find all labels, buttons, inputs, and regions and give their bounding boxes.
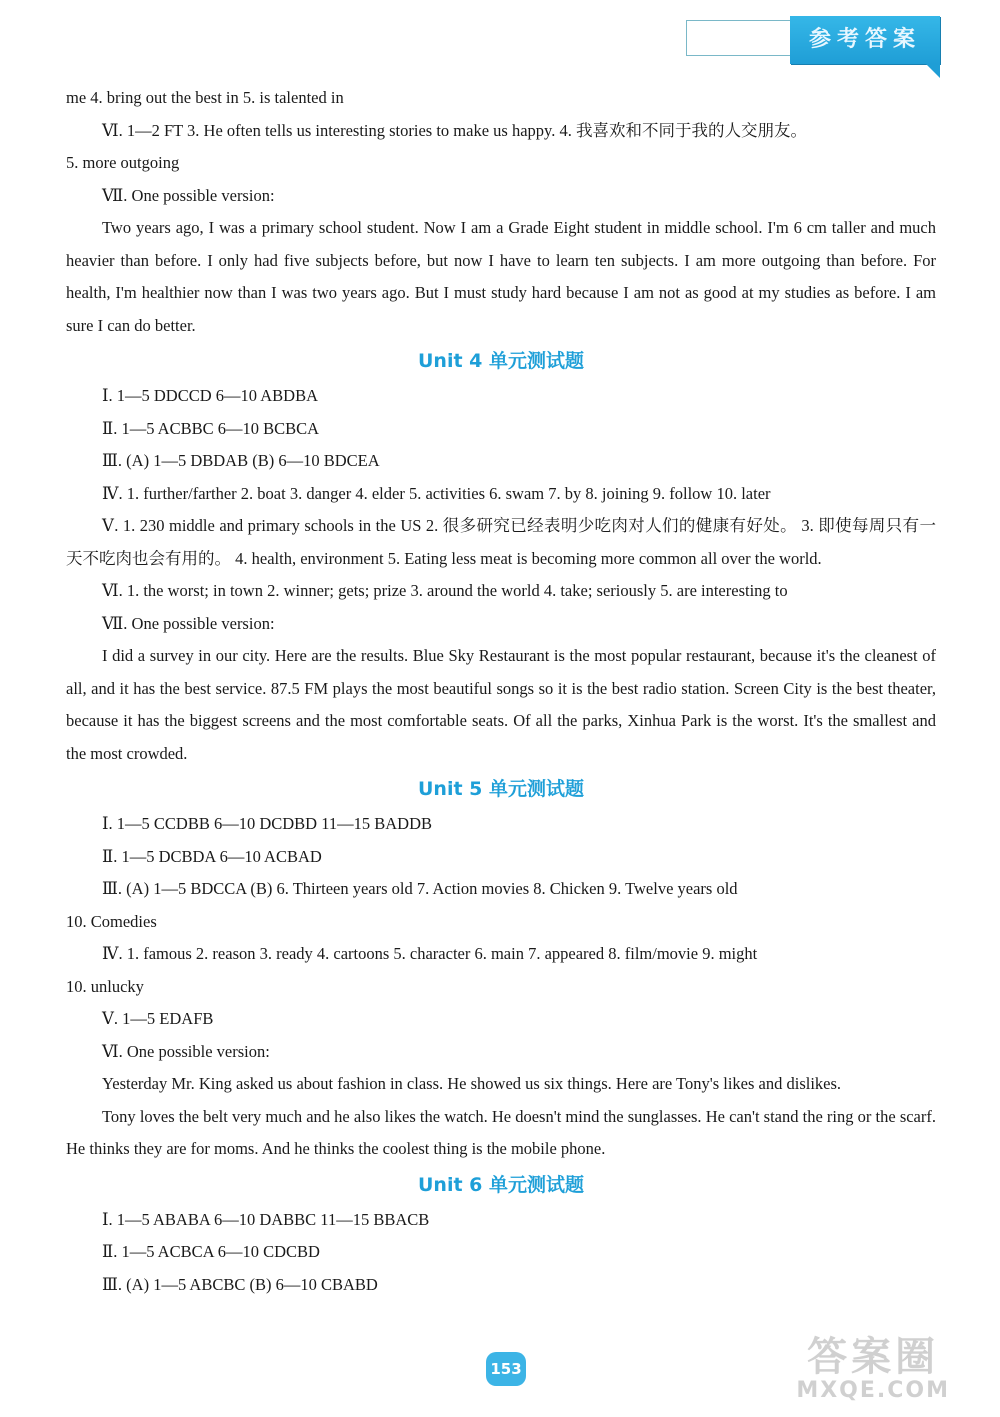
watermark-logo xyxy=(796,1335,950,1403)
answer-line: Ⅱ. 1—5 DCBDA 6—10 ACBAD xyxy=(102,846,322,866)
answer-paragraph: I did a survey in our city. Here are the results. Blue Sky Restaurant is the most popular restaurant, because it's the cleanest of all, and it has the best service. 87.5 FM plays the most beautiful songs so it is the best radio station. Screen City is the best theater, because it has the biggest screens and the most comfortable seats. Of all the parks, Xinhua Park is the worst. It's the smallest and the most crowded. xyxy=(66,646,936,763)
header-tab xyxy=(686,16,940,64)
answer-line: me 4. bring out the best in 5. is talented in xyxy=(66,88,344,107)
header-label: 参考答案 xyxy=(790,16,940,64)
answer-line: 10. Comedies xyxy=(66,911,157,931)
answer-line: Ⅰ. 1—5 CCDBB 6—10 DCDBD 11—15 BADDB xyxy=(102,814,432,833)
answer-paragraph: Ⅴ. 1. 230 middle and primary schools in the US 2. 很多研究已经表明少吃肉对人们的健康有好处。 3. 即使每周只有一天不吃肉也会有用的。 4. health, environment 5. Eating less meat is becoming more common all over the world. xyxy=(66,516,936,568)
answer-line: Ⅶ. One possible version: xyxy=(102,185,275,205)
answer-line: Ⅶ. One possible version: xyxy=(102,613,275,633)
answer-line: 5. more outgoing xyxy=(66,153,180,172)
answer-paragraph: Two years ago, I was a primary school student. Now I am a Grade Eight student in middle school. I'm 6 cm taller and much heavier than before. I only had five subjects before, but now I have to learn ten subjects. I am more outgoing than before. For health, I'm healthier now than I was two years ago. But I must study hard because I am not as good at my studies as before. I am sure I can do better. xyxy=(66,218,936,335)
watermark-main: 答案圈 xyxy=(807,1334,940,1380)
unit-title: Unit 6 单元测试题 xyxy=(418,1173,584,1196)
answer-line: Ⅱ. 1—5 ACBCA 6—10 CDCBD xyxy=(102,1242,320,1261)
answer-content xyxy=(66,82,936,1301)
answer-line: Ⅲ. (A) 1—5 BDCCA (B) 6. Thirteen years old 7. Action movies 8. Chicken 9. Twelve years old xyxy=(102,879,738,898)
answer-line: Ⅲ. (A) 1—5 ABCBC (B) 6—10 CBABD xyxy=(102,1274,378,1294)
unit-title: Unit 5 单元测试题 xyxy=(418,778,584,800)
answer-line: Ⅴ. 1—5 EDAFB xyxy=(102,1009,214,1028)
unit-title: Unit 4 单元测试题 xyxy=(418,350,584,372)
answer-line: Ⅱ. 1—5 ACBBC 6—10 BCBCA xyxy=(102,418,320,438)
answer-paragraph: Yesterday Mr. King asked us about fashion in class. He showed us six things. Here are Tony's likes and dislikes. xyxy=(102,1074,842,1093)
answer-line: 10. unlucky xyxy=(66,976,144,996)
page-number: 153 xyxy=(486,1352,526,1386)
watermark-sub: MXQE.COM xyxy=(796,1378,950,1403)
header-corner xyxy=(926,64,940,78)
answer-line: Ⅲ. (A) 1—5 DBDAB (B) 6—10 BDCEA xyxy=(102,451,380,470)
answer-line: Ⅵ. One possible version: xyxy=(102,1041,270,1061)
answer-line: Ⅰ. 1—5 ABABA 6—10 DABBC 11—15 BBACB xyxy=(102,1209,430,1229)
answer-paragraph: Tony loves the belt very much and he also likes the watch. He doesn't mind the sunglasses. He can't stand the ring or the scarf. He thinks they are for moms. And he thinks the coolest thing is the mobile phone. xyxy=(66,1106,936,1158)
answer-line: Ⅵ. 1—2 FT 3. He often tells us interesting stories to make us happy. 4. 我喜欢和不同于我的人交朋友。 xyxy=(102,120,807,140)
header-box xyxy=(686,20,790,56)
answer-line: Ⅳ. 1. further/farther 2. boat 3. danger 4. elder 5. activities 6. swam 7. by 8. joining 9. follow 10. later xyxy=(102,483,771,503)
answer-line: Ⅵ. 1. the worst; in town 2. winner; gets; prize 3. around the world 4. take; seriously 5. are interesting to xyxy=(102,581,788,600)
answer-line: Ⅰ. 1—5 DDCCD 6—10 ABDBA xyxy=(102,386,318,405)
answer-line: Ⅳ. 1. famous 2. reason 3. ready 4. cartoons 5. character 6. main 7. appeared 8. film/movie 9. might xyxy=(102,944,758,963)
